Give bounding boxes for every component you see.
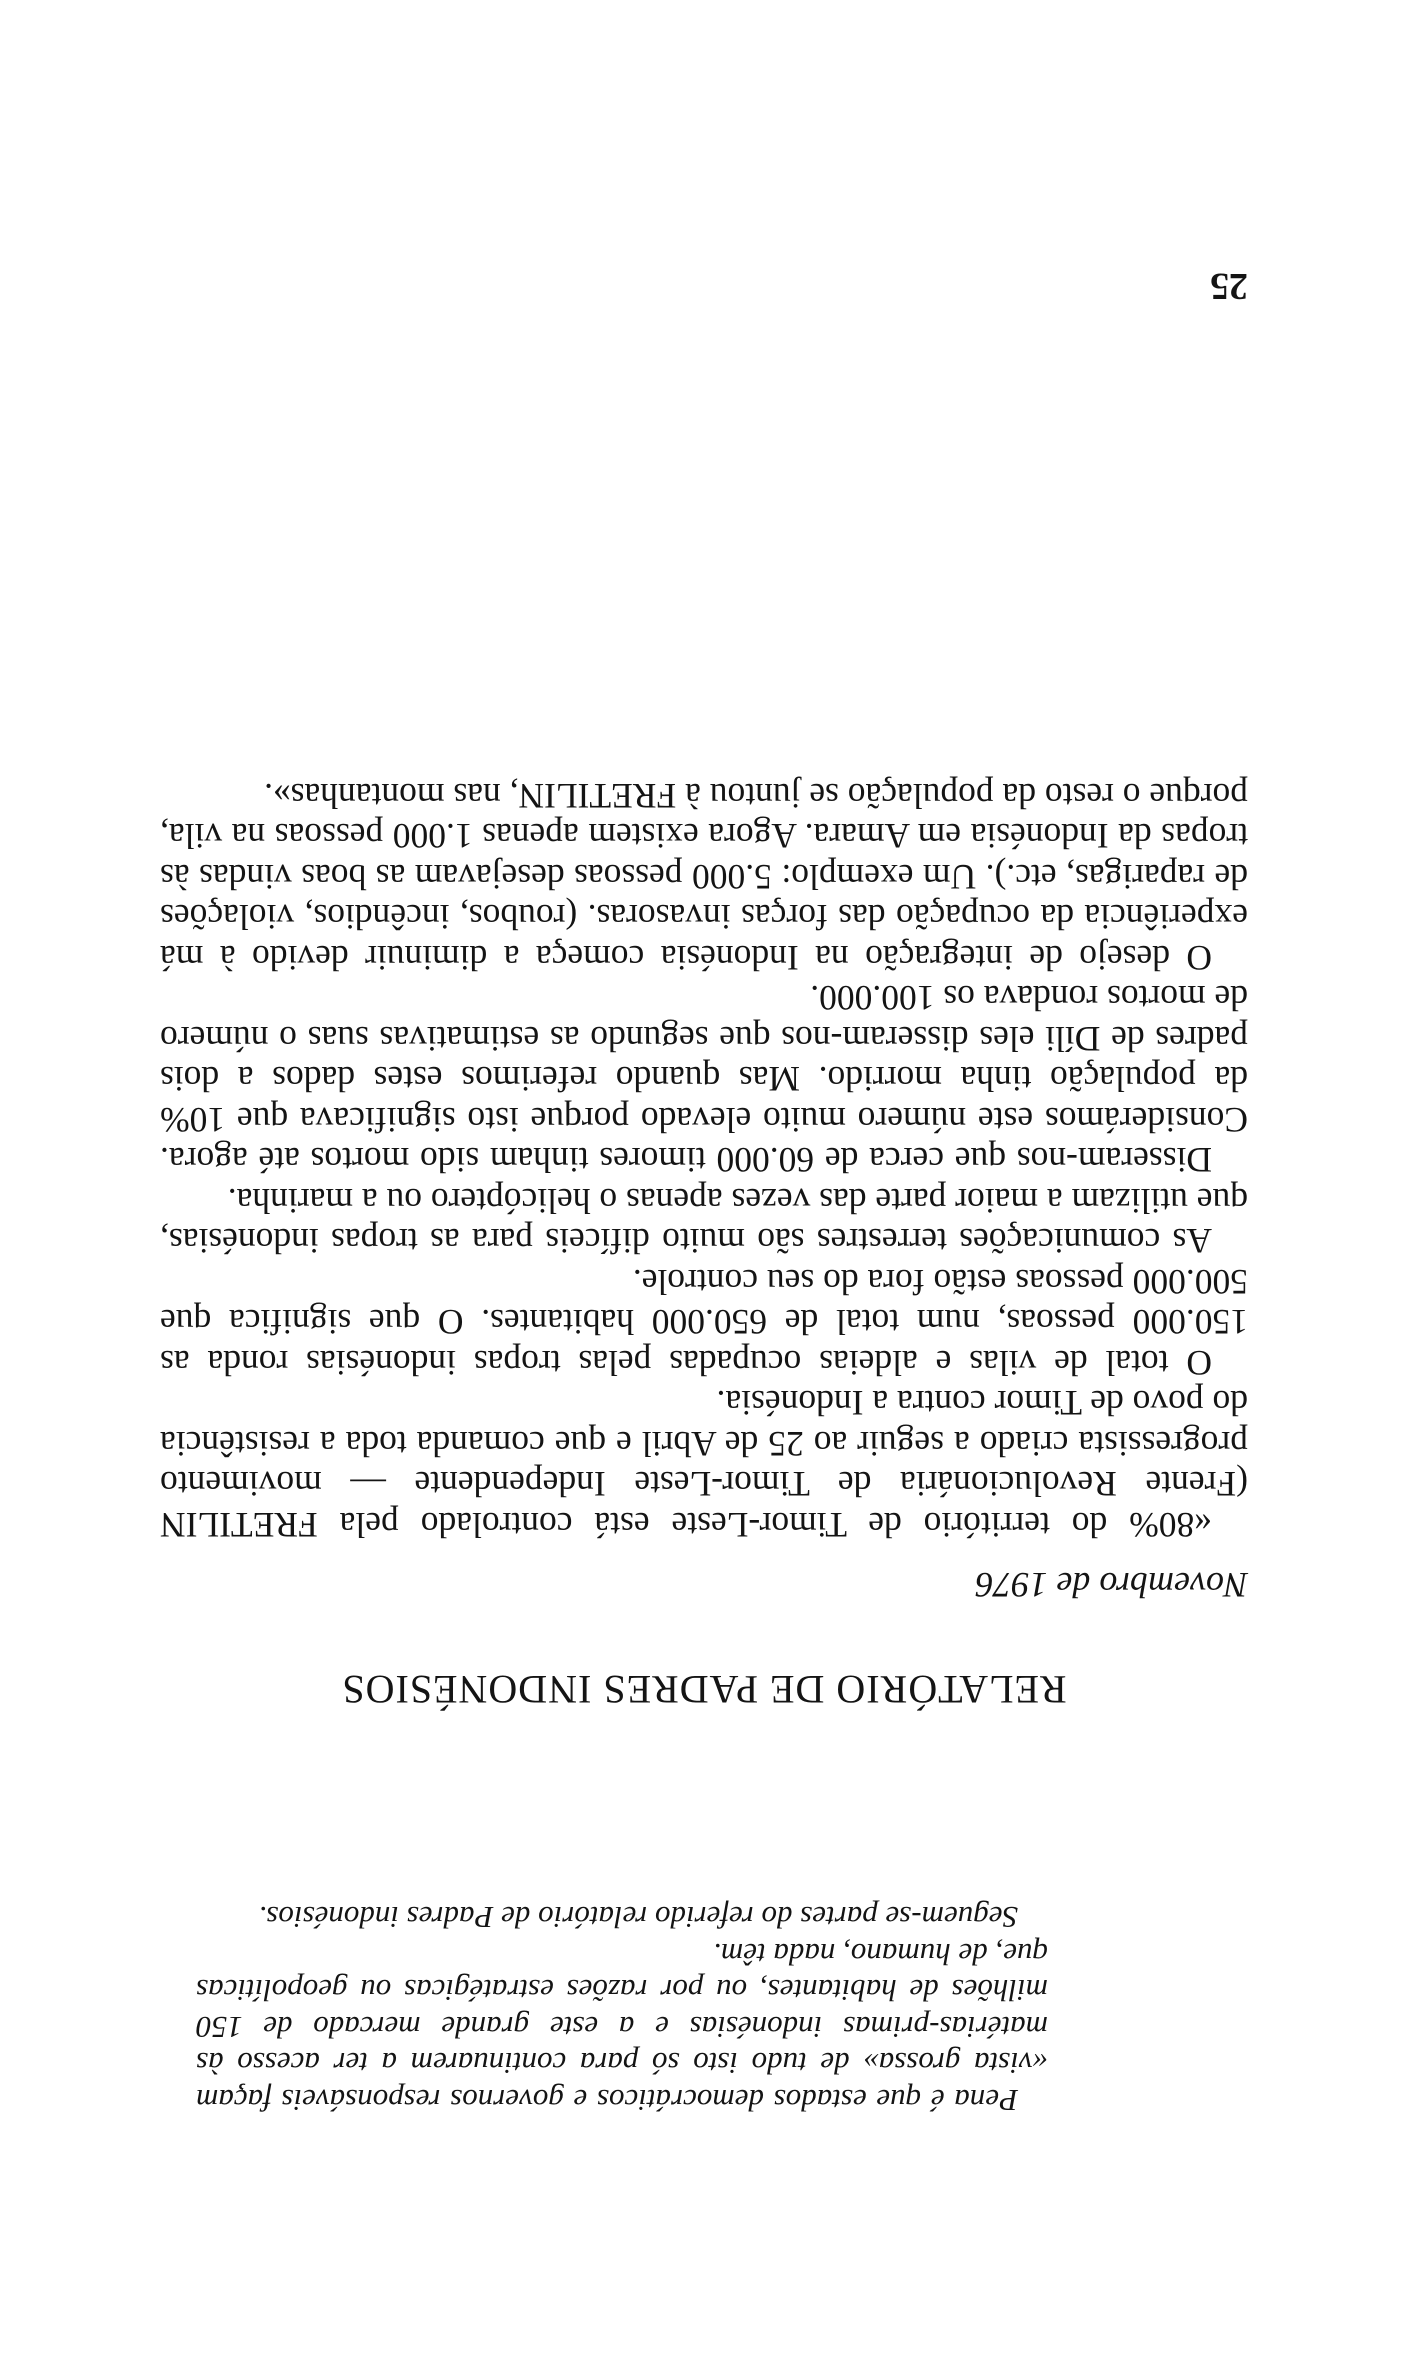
body-paragraph: Disseram-nos que cerca de 60.000 timores tinham sido mortos até agora. Considerámos este número muito elevado porque isto significava que 10% da população tinha morrido. Mas quando referimos estes dados a dois padres de Díli eles disseram-nos que segundo as estimativas suas o número de mortos rondava os 100.000. [160,978,1248,1181]
report-title: RELATÓRIO DE PADRES INDONÉSIOS [341,1667,1067,1712]
page-number: 25 [1210,265,1248,307]
body-paragraph: As comunicações terrestres são muito difíceis para as tropas indonésias, que utilizam a maior parte das vezes apenas o helicóptero ou a marinha. [160,1181,1248,1262]
report-date: Novembro de 1976 [975,1565,1248,1605]
body-paragraph: O desejo de integração na Indonésia começa a diminuir devido à má experiência da ocupação das forças invasoras. (roubos, incêndios, violações de raparigas, etc.). Um exemplo: 5.000 pessoas desejavam as boas vindas às tropas da Indonésia em Amara. Agora existem apenas 1.000 pessoas na vila, porque o resto da população se juntou à FRETILIN, nas montanhas». [160,776,1248,978]
report-body [160,776,1248,1546]
body-paragraph: «80% do território de Timor-Leste está controlado pela FRETILIN (Frente Revolucionária de Timor-Leste Independente — movimento progressista criado a seguir ao 25 de Abril e que comanda toda a resistência do povo de Timor contra a Indonésia. [160,1383,1248,1545]
introductory-note [196,1898,1048,2118]
body-paragraph: O total de vilas e aldeias ocupadas pelas tropas indonésias ronda as 150.000 pessoas, num total de 650.000 habitantes. O que significa que 500.000 pessoas estão fora do seu controle. [160,1262,1248,1383]
intro-paragraph: Seguem-se partes do referido relatório de Padres indonésios. [258,1900,1018,1936]
intro-paragraph: Pena é que estados democráticos e governos responsáveis façam «vista grossa» de tudo isto só para continuarem a ter acesso às matérias-primas indonésias e a este grande mercado de 150 milhões de habitantes, ou por razões estratégicas ou geopolíticas que, de humano, nada têm. [196,1936,1048,2118]
